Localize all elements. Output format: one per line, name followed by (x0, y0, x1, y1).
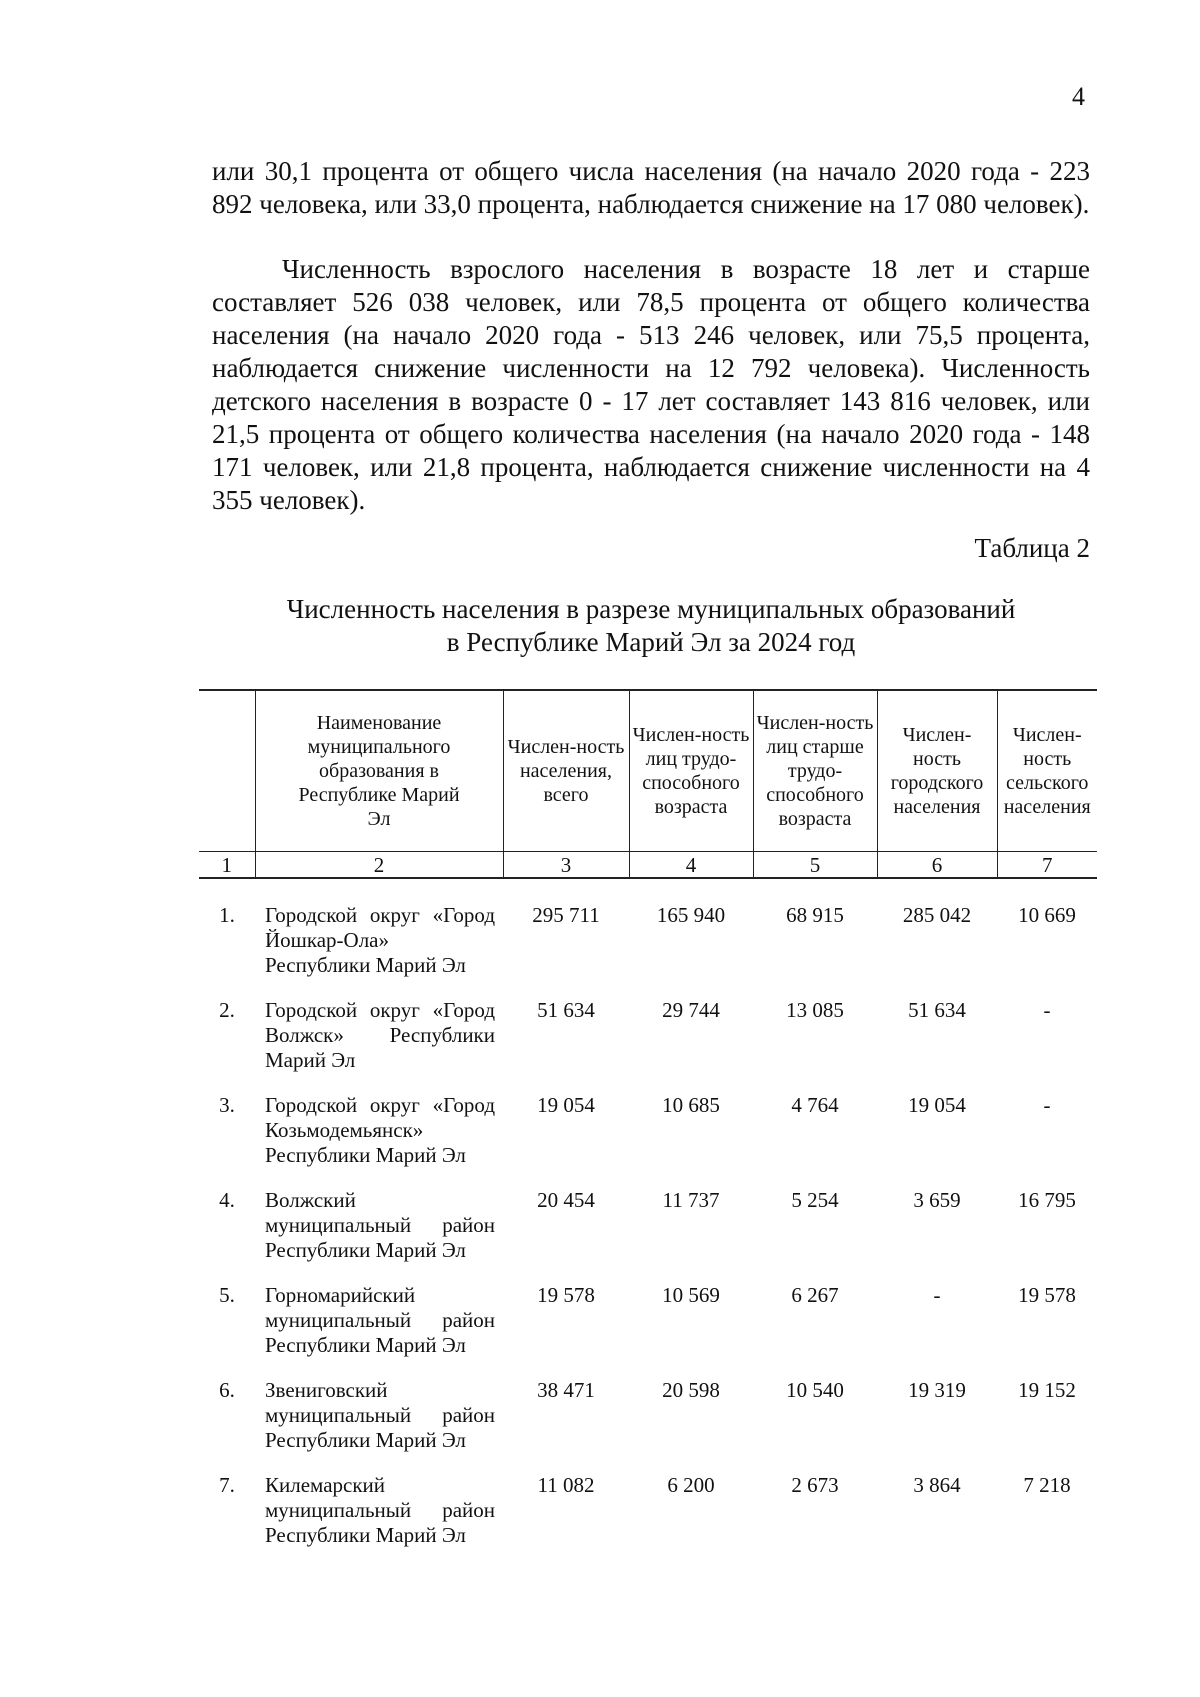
header-urban-population: Числен-ность городского населения (877, 690, 997, 852)
rural-population: 10 669 (1018, 903, 1076, 927)
urban-population: 19 319 (908, 1378, 966, 1402)
row-index: 2. (219, 998, 235, 1022)
working-age-population: 10 685 (662, 1093, 720, 1117)
column-number: 3 (503, 852, 629, 879)
older-population: 6 267 (791, 1283, 839, 1307)
table-column-numbers-row (199, 852, 1097, 879)
working-age-population: 11 737 (662, 1188, 720, 1212)
header-index (199, 690, 255, 852)
row-index: 1. (219, 903, 235, 927)
urban-population: 3 659 (913, 1188, 961, 1212)
row-index: 5. (219, 1283, 235, 1307)
rural-population: - (1043, 998, 1051, 1022)
total-population: 51 634 (537, 998, 595, 1022)
urban-population: 19 054 (908, 1093, 966, 1117)
header-rural-population: Числен-ность сельского населения (997, 690, 1097, 852)
row-index: 3. (219, 1093, 235, 1117)
working-age-population: 165 940 (656, 903, 726, 927)
total-population: 19 578 (537, 1283, 595, 1307)
municipality-name: Волжский муниципальный район Республики Марий Эл (265, 1188, 495, 1262)
table-row (199, 1188, 1097, 1283)
municipality-name: Городской округ «Город Йошкар-Ола» Республики Марий Эл (265, 903, 495, 977)
municipality-name: Городской округ «Город Волжск» Республики Марий Эл (265, 998, 495, 1072)
total-population: 295 711 (532, 903, 600, 927)
table-row (199, 1283, 1097, 1378)
rural-population: 19 152 (1018, 1378, 1076, 1402)
older-population: 5 254 (791, 1188, 839, 1212)
table-header-row (199, 690, 1097, 852)
column-number: 6 (877, 852, 997, 879)
paragraph-2: Численность взрослого населения в возрасте 18 лет и старше составляет 526 038 человек, или 78,5 процента от общего количества населения (на начало 2020 года - 513 246 человек, или 75,5 процента, наблюдается снижение численности на 12 792 человека). Численность детского населения в возрасте 0 - 17 лет составляет 143 816 человек, или 21,5 процента от общего количества населения (на начало 2020 года - 148 171 человек, или 21,8 процента, наблюдается снижение численности на 4 355 человек). (212, 254, 1090, 515)
header-municipality: Наименование муниципального образования в Республике Марий Эл (255, 690, 503, 852)
table-row (199, 998, 1097, 1093)
rural-population: - (1043, 1093, 1051, 1117)
column-number: 1 (199, 852, 255, 879)
total-population: 20 454 (537, 1188, 595, 1212)
total-population: 38 471 (537, 1378, 595, 1402)
rural-population: 7 218 (1023, 1473, 1071, 1497)
urban-population: 3 864 (913, 1473, 961, 1497)
row-index: 7. (219, 1473, 235, 1497)
total-population: 11 082 (537, 1473, 595, 1497)
municipality-name: Городской округ «Город Козьмодемьянск» Республики Марий Эл (265, 1093, 495, 1167)
table-row (199, 1093, 1097, 1188)
table-row (199, 878, 1097, 998)
municipality-name: Килемарский муниципальный район Республики Марий Эл (265, 1473, 495, 1547)
paragraph-1: или 30,1 процента от общего числа населения (на начало 2020 года - 223 892 человека, или 33,0 процента, наблюдается снижение на 17 080 человек). (212, 156, 1090, 219)
column-number: 5 (753, 852, 877, 879)
working-age-population: 29 744 (662, 998, 720, 1022)
total-population: 19 054 (537, 1093, 595, 1117)
older-population: 2 673 (791, 1473, 839, 1497)
older-population: 68 915 (786, 903, 844, 927)
table-row (199, 1473, 1097, 1568)
urban-population: 51 634 (908, 998, 966, 1022)
column-number: 7 (997, 852, 1097, 879)
table-row (199, 1378, 1097, 1473)
table-label: Таблица 2 (974, 533, 1090, 563)
column-number: 2 (255, 852, 503, 879)
column-number: 4 (629, 852, 753, 879)
table-title-line-2: в Республике Марий Эл за 2024 год (446, 627, 856, 657)
working-age-population: 10 569 (662, 1283, 720, 1307)
urban-population: 285 042 (902, 903, 972, 927)
page-number: 4 (1072, 82, 1085, 111)
row-index: 6. (219, 1378, 235, 1402)
rural-population: 19 578 (1018, 1283, 1076, 1307)
header-older-than-working-age: Числен-ность лиц старше трудо-способного возраста (753, 690, 877, 852)
older-population: 13 085 (786, 998, 844, 1022)
older-population: 4 764 (791, 1093, 839, 1117)
urban-population: - (933, 1283, 941, 1307)
working-age-population: 6 200 (667, 1473, 715, 1497)
table-title (212, 593, 1090, 659)
older-population: 10 540 (786, 1378, 844, 1402)
rural-population: 16 795 (1018, 1188, 1076, 1212)
row-index: 4. (219, 1188, 235, 1212)
municipality-name: Звениговский муниципальный район Республики Марий Эл (265, 1378, 495, 1452)
working-age-population: 20 598 (662, 1378, 720, 1402)
population-table (199, 689, 1097, 1568)
municipality-name: Горномарийский муниципальный район Республики Марий Эл (265, 1283, 495, 1357)
header-working-age: Числен-ность лиц трудо-способного возраста (629, 690, 753, 852)
header-total-population: Числен-ность населения, всего (503, 690, 629, 852)
table-title-line-1: Численность населения в разрезе муниципальных образований (286, 594, 1016, 624)
